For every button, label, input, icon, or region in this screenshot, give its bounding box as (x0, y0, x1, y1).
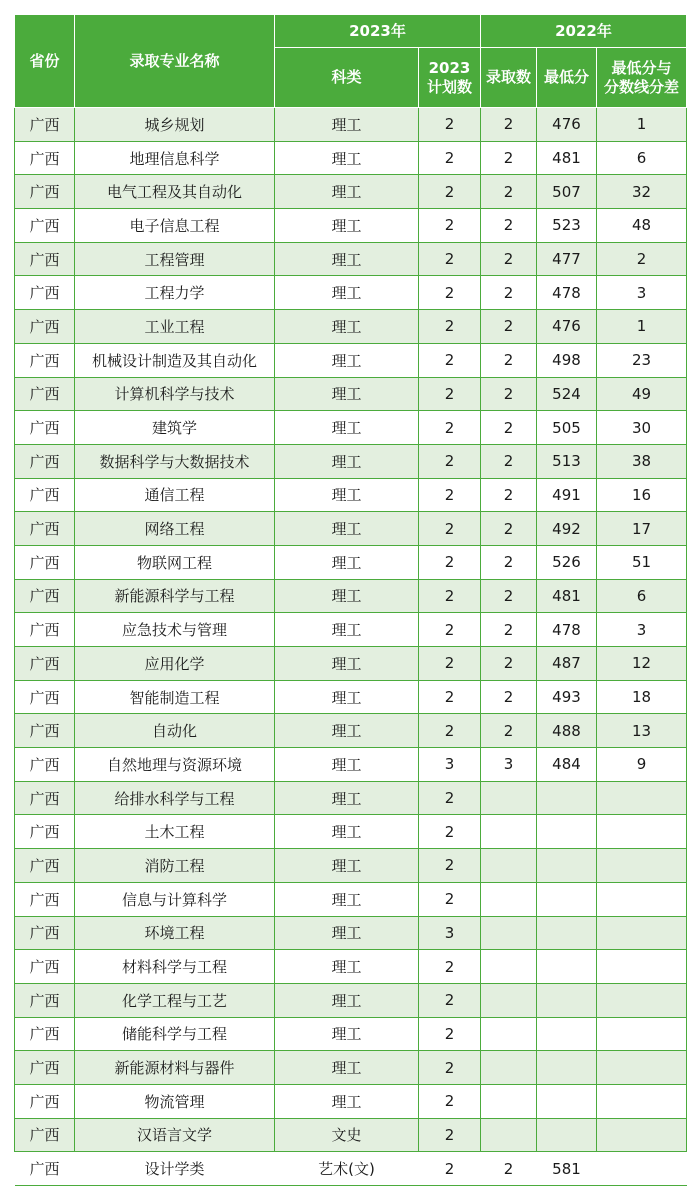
diff-cell: 3 (597, 276, 687, 310)
table-row (15, 444, 687, 478)
diff-cell: 23 (597, 343, 687, 377)
admitted-cell: 2 (481, 209, 537, 243)
category-cell: 理工 (275, 950, 419, 984)
table-row (15, 714, 687, 748)
plan-cell: 2 (419, 310, 481, 344)
plan-cell: 2 (419, 1017, 481, 1051)
major-cell: 自然地理与资源环境 (75, 748, 275, 782)
category-cell: 理工 (275, 882, 419, 916)
plan-header-line1: 2023 (428, 58, 471, 77)
admitted-cell: 2 (481, 444, 537, 478)
diff-cell (597, 1051, 687, 1085)
table-row (15, 983, 687, 1017)
category-cell: 理工 (275, 916, 419, 950)
major-cell: 自动化 (75, 714, 275, 748)
diff-cell (597, 882, 687, 916)
diff-cell (597, 815, 687, 849)
plan-cell: 2 (419, 680, 481, 714)
table-row (15, 950, 687, 984)
major-cell: 地理信息科学 (75, 141, 275, 175)
diff-cell: 48 (597, 209, 687, 243)
table-row (15, 748, 687, 782)
min-score-cell: 488 (537, 714, 597, 748)
table-row (15, 175, 687, 209)
diff-cell: 6 (597, 141, 687, 175)
year-2023-header: 2023年 (275, 15, 481, 48)
admitted-cell: 2 (481, 377, 537, 411)
major-cell: 物流管理 (75, 1084, 275, 1118)
major-cell: 给排水科学与工程 (75, 781, 275, 815)
plan-header-line2: 计划数 (426, 77, 472, 96)
major-cell: 智能制造工程 (75, 680, 275, 714)
province-cell: 广西 (15, 983, 75, 1017)
min-score-cell (537, 950, 597, 984)
category-cell: 理工 (275, 141, 419, 175)
plan-cell: 2 (419, 377, 481, 411)
min-score-cell: 478 (537, 613, 597, 647)
category-cell: 理工 (275, 1017, 419, 1051)
plan-cell: 2 (419, 1152, 481, 1186)
province-cell: 广西 (15, 1152, 75, 1186)
diff-cell: 30 (597, 411, 687, 445)
table-row (15, 1017, 687, 1051)
province-cell: 广西 (15, 310, 75, 344)
plan-cell: 2 (419, 175, 481, 209)
min-score-cell: 513 (537, 444, 597, 478)
category-header: 科类 (275, 48, 419, 108)
category-cell: 理工 (275, 579, 419, 613)
table-row (15, 1118, 687, 1152)
category-cell: 理工 (275, 310, 419, 344)
min-score-cell (537, 849, 597, 883)
diff-cell: 2 (597, 242, 687, 276)
major-cell: 数据科学与大数据技术 (75, 444, 275, 478)
category-cell: 理工 (275, 175, 419, 209)
min-score-cell (537, 815, 597, 849)
diff-header (597, 48, 687, 108)
plan-cell: 2 (419, 276, 481, 310)
min-score-cell: 481 (537, 141, 597, 175)
major-cell: 化学工程与工艺 (75, 983, 275, 1017)
min-score-cell: 476 (537, 108, 597, 142)
min-score-cell (537, 1084, 597, 1118)
admitted-cell: 2 (481, 276, 537, 310)
province-cell: 广西 (15, 849, 75, 883)
plan-cell: 2 (419, 815, 481, 849)
category-cell: 理工 (275, 411, 419, 445)
province-cell: 广西 (15, 680, 75, 714)
major-cell: 电气工程及其自动化 (75, 175, 275, 209)
category-cell: 理工 (275, 613, 419, 647)
admitted-cell (481, 882, 537, 916)
category-cell: 理工 (275, 478, 419, 512)
plan-cell: 2 (419, 141, 481, 175)
min-score-cell: 524 (537, 377, 597, 411)
province-cell: 广西 (15, 411, 75, 445)
min-score-cell (537, 1051, 597, 1085)
category-cell: 理工 (275, 849, 419, 883)
major-cell: 消防工程 (75, 849, 275, 883)
major-cell: 汉语言文学 (75, 1118, 275, 1152)
major-cell: 计算机科学与技术 (75, 377, 275, 411)
category-cell: 理工 (275, 1051, 419, 1085)
year-2022-header: 2022年 (481, 15, 687, 48)
diff-cell (597, 1118, 687, 1152)
admitted-cell: 2 (481, 108, 537, 142)
table-row (15, 343, 687, 377)
diff-cell (597, 1017, 687, 1051)
admitted-cell (481, 1118, 537, 1152)
category-cell: 理工 (275, 1084, 419, 1118)
table-row (15, 849, 687, 883)
province-cell: 广西 (15, 714, 75, 748)
admitted-cell: 2 (481, 613, 537, 647)
province-cell: 广西 (15, 579, 75, 613)
major-cell: 工业工程 (75, 310, 275, 344)
category-cell: 理工 (275, 343, 419, 377)
diff-cell (597, 983, 687, 1017)
province-cell: 广西 (15, 444, 75, 478)
province-cell: 广西 (15, 1084, 75, 1118)
min-score-cell: 498 (537, 343, 597, 377)
major-cell: 环境工程 (75, 916, 275, 950)
admitted-cell: 2 (481, 579, 537, 613)
diff-cell (597, 781, 687, 815)
category-cell: 理工 (275, 748, 419, 782)
diff-cell: 6 (597, 579, 687, 613)
major-cell: 电子信息工程 (75, 209, 275, 243)
plan-cell: 2 (419, 579, 481, 613)
diff-cell: 51 (597, 545, 687, 579)
province-cell: 广西 (15, 108, 75, 142)
table-row (15, 512, 687, 546)
plan-cell: 2 (419, 545, 481, 579)
table-row (15, 545, 687, 579)
category-cell: 理工 (275, 444, 419, 478)
plan-cell: 2 (419, 108, 481, 142)
table-row (15, 579, 687, 613)
major-header: 录取专业名称 (75, 15, 275, 108)
diff-cell: 3 (597, 613, 687, 647)
major-cell: 新能源科学与工程 (75, 579, 275, 613)
diff-cell: 17 (597, 512, 687, 546)
admitted-cell (481, 849, 537, 883)
admitted-cell: 2 (481, 343, 537, 377)
admitted-cell (481, 815, 537, 849)
province-cell: 广西 (15, 209, 75, 243)
table-body (15, 108, 687, 1186)
table-row (15, 882, 687, 916)
category-cell: 理工 (275, 512, 419, 546)
province-cell: 广西 (15, 242, 75, 276)
province-cell: 广西 (15, 478, 75, 512)
province-cell: 广西 (15, 613, 75, 647)
min-score-cell (537, 1017, 597, 1051)
category-cell: 理工 (275, 815, 419, 849)
province-cell: 广西 (15, 1017, 75, 1051)
province-cell: 广西 (15, 175, 75, 209)
plan-cell: 2 (419, 647, 481, 681)
plan-cell: 2 (419, 882, 481, 916)
min-score-cell (537, 916, 597, 950)
admitted-header: 录取数 (481, 48, 537, 108)
plan-cell: 2 (419, 411, 481, 445)
admitted-cell (481, 1084, 537, 1118)
plan-cell: 2 (419, 1051, 481, 1085)
category-cell: 理工 (275, 209, 419, 243)
plan-cell: 2 (419, 613, 481, 647)
diff-header-line2: 分数线分差 (603, 77, 679, 96)
table-row (15, 209, 687, 243)
plan-cell: 2 (419, 950, 481, 984)
category-cell: 理工 (275, 714, 419, 748)
min-score-cell: 477 (537, 242, 597, 276)
min-score-cell: 487 (537, 647, 597, 681)
major-cell: 建筑学 (75, 411, 275, 445)
category-cell: 理工 (275, 377, 419, 411)
province-cell: 广西 (15, 647, 75, 681)
admitted-cell (481, 983, 537, 1017)
province-cell: 广西 (15, 781, 75, 815)
diff-cell: 32 (597, 175, 687, 209)
major-cell: 应用化学 (75, 647, 275, 681)
category-cell: 理工 (275, 545, 419, 579)
category-cell: 理工 (275, 108, 419, 142)
table-row (15, 108, 687, 142)
admission-table (14, 14, 687, 1186)
min-score-cell (537, 983, 597, 1017)
category-cell: 理工 (275, 276, 419, 310)
major-cell: 通信工程 (75, 478, 275, 512)
province-cell: 广西 (15, 815, 75, 849)
table-row (15, 478, 687, 512)
min-score-cell: 484 (537, 748, 597, 782)
min-score-cell: 478 (537, 276, 597, 310)
table-row (15, 411, 687, 445)
major-cell: 新能源材料与器件 (75, 1051, 275, 1085)
table-row (15, 815, 687, 849)
min-score-cell: 492 (537, 512, 597, 546)
table-row (15, 377, 687, 411)
admitted-cell: 2 (481, 647, 537, 681)
plan-cell: 2 (419, 478, 481, 512)
admitted-cell (481, 781, 537, 815)
category-cell: 理工 (275, 680, 419, 714)
admitted-cell: 2 (481, 545, 537, 579)
table-row (15, 647, 687, 681)
admitted-cell: 2 (481, 714, 537, 748)
table-row (15, 1051, 687, 1085)
major-cell: 应急技术与管理 (75, 613, 275, 647)
min-score-header: 最低分 (537, 48, 597, 108)
diff-cell (597, 849, 687, 883)
min-score-cell (537, 1118, 597, 1152)
plan-cell: 2 (419, 983, 481, 1017)
diff-cell: 16 (597, 478, 687, 512)
table-row (15, 276, 687, 310)
table-row (15, 1084, 687, 1118)
province-cell: 广西 (15, 276, 75, 310)
min-score-cell (537, 781, 597, 815)
province-cell: 广西 (15, 141, 75, 175)
plan-cell: 2 (419, 512, 481, 546)
province-cell: 广西 (15, 377, 75, 411)
major-cell: 网络工程 (75, 512, 275, 546)
plan-cell: 2 (419, 1118, 481, 1152)
plan-cell: 2 (419, 242, 481, 276)
table-row (15, 141, 687, 175)
category-cell: 艺术(文) (275, 1152, 419, 1186)
major-cell: 机械设计制造及其自动化 (75, 343, 275, 377)
min-score-cell: 526 (537, 545, 597, 579)
province-cell: 广西 (15, 1118, 75, 1152)
province-cell: 广西 (15, 512, 75, 546)
province-cell: 广西 (15, 1051, 75, 1085)
province-cell: 广西 (15, 882, 75, 916)
major-cell: 工程管理 (75, 242, 275, 276)
diff-cell: 49 (597, 377, 687, 411)
diff-cell: 1 (597, 310, 687, 344)
plan-cell: 2 (419, 714, 481, 748)
diff-cell: 9 (597, 748, 687, 782)
admitted-cell (481, 950, 537, 984)
category-cell: 理工 (275, 242, 419, 276)
min-score-cell: 507 (537, 175, 597, 209)
admitted-cell (481, 1017, 537, 1051)
min-score-cell: 523 (537, 209, 597, 243)
major-cell: 城乡规划 (75, 108, 275, 142)
diff-cell: 38 (597, 444, 687, 478)
province-cell: 广西 (15, 545, 75, 579)
province-cell: 广西 (15, 343, 75, 377)
min-score-cell: 491 (537, 478, 597, 512)
table-row (15, 310, 687, 344)
table-row (15, 1152, 687, 1186)
min-score-cell: 481 (537, 579, 597, 613)
min-score-cell: 581 (537, 1152, 597, 1186)
table-row (15, 242, 687, 276)
major-cell: 物联网工程 (75, 545, 275, 579)
major-cell: 信息与计算科学 (75, 882, 275, 916)
diff-cell (597, 950, 687, 984)
admitted-cell: 2 (481, 242, 537, 276)
major-cell: 土木工程 (75, 815, 275, 849)
major-cell: 储能科学与工程 (75, 1017, 275, 1051)
plan-cell: 2 (419, 343, 481, 377)
table-row (15, 680, 687, 714)
category-cell: 理工 (275, 647, 419, 681)
diff-cell: 12 (597, 647, 687, 681)
diff-header-line1: 最低分与 (611, 58, 672, 77)
category-cell: 文史 (275, 1118, 419, 1152)
admitted-cell: 2 (481, 310, 537, 344)
diff-cell (597, 1152, 687, 1186)
admitted-cell: 2 (481, 141, 537, 175)
diff-cell: 13 (597, 714, 687, 748)
plan-cell: 2 (419, 1084, 481, 1118)
admitted-cell: 2 (481, 1152, 537, 1186)
admitted-cell: 3 (481, 748, 537, 782)
diff-cell: 18 (597, 680, 687, 714)
plan-cell: 2 (419, 781, 481, 815)
min-score-cell (537, 882, 597, 916)
admitted-cell: 2 (481, 680, 537, 714)
major-cell: 设计学类 (75, 1152, 275, 1186)
admitted-cell (481, 1051, 537, 1085)
province-cell: 广西 (15, 950, 75, 984)
plan-cell: 3 (419, 916, 481, 950)
admitted-cell: 2 (481, 175, 537, 209)
admitted-cell: 2 (481, 512, 537, 546)
diff-cell (597, 1084, 687, 1118)
diff-cell (597, 916, 687, 950)
plan-header (419, 48, 481, 108)
category-cell: 理工 (275, 983, 419, 1017)
plan-cell: 2 (419, 849, 481, 883)
major-cell: 工程力学 (75, 276, 275, 310)
min-score-cell: 493 (537, 680, 597, 714)
table-row (15, 916, 687, 950)
province-header: 省份 (15, 15, 75, 108)
table-row (15, 781, 687, 815)
province-cell: 广西 (15, 748, 75, 782)
plan-cell: 2 (419, 444, 481, 478)
admitted-cell: 2 (481, 478, 537, 512)
min-score-cell: 505 (537, 411, 597, 445)
plan-cell: 3 (419, 748, 481, 782)
province-cell: 广西 (15, 916, 75, 950)
table-row (15, 613, 687, 647)
admitted-cell (481, 916, 537, 950)
major-cell: 材料科学与工程 (75, 950, 275, 984)
diff-cell: 1 (597, 108, 687, 142)
admitted-cell: 2 (481, 411, 537, 445)
plan-cell: 2 (419, 209, 481, 243)
min-score-cell: 476 (537, 310, 597, 344)
category-cell: 理工 (275, 781, 419, 815)
